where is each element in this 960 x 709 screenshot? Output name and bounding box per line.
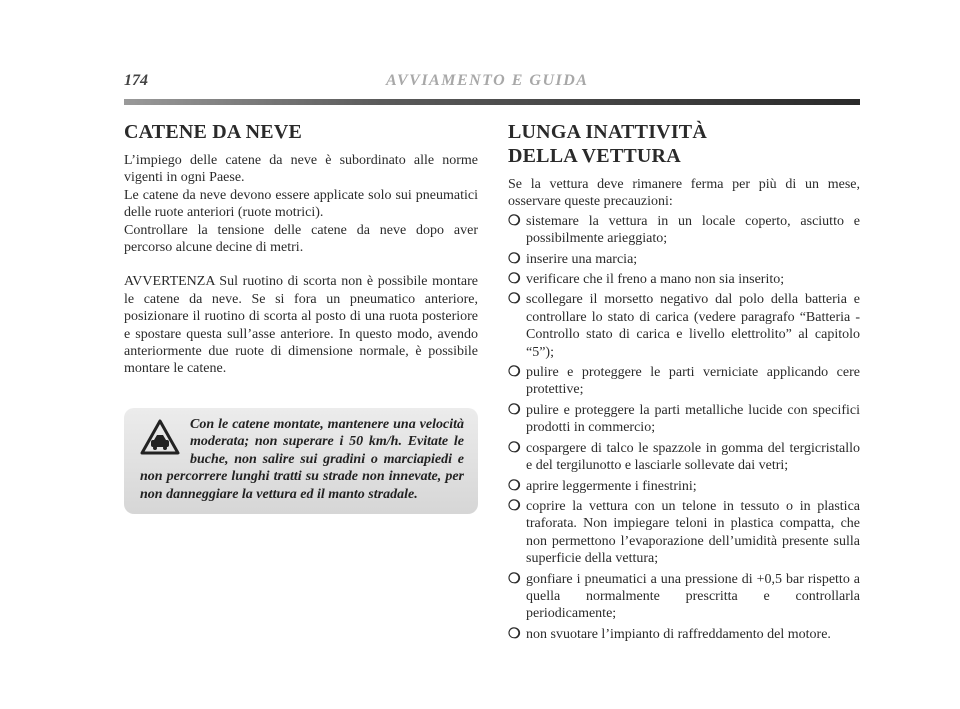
- paragraph-tension: Controllare la tensione delle catene da neve dopo aver percorso alcune decine di metri.: [124, 222, 478, 256]
- bullet-icon: ❍: [508, 440, 521, 456]
- bullet-icon: ❍: [508, 626, 521, 642]
- bullet-icon: ❍: [508, 292, 521, 308]
- inactivity-intro: Se la vettura deve rimanere ferma per più di un mese, osservare queste precauzioni:: [508, 177, 860, 210]
- list-item: [508, 271, 860, 288]
- snow-chains-heading: CATENE DA NEVE: [124, 121, 303, 143]
- list-item: [508, 251, 860, 268]
- list-item-text: non svuotare l’impianto di raffreddamento del motore.: [526, 626, 831, 642]
- bullet-icon: ❍: [508, 213, 521, 229]
- precautions-list: [508, 213, 860, 643]
- right-column: [508, 120, 860, 646]
- inactivity-heading: [508, 120, 860, 168]
- bullet-icon: ❍: [508, 478, 521, 494]
- list-item: [508, 571, 860, 623]
- list-item-text: gonfiare i pneumatici a una pressione di +0,5 bar rispetto a quella normalmente prescritta e controllarla periodicamente;: [526, 571, 860, 622]
- list-item-text: scollegare il morsetto negativo dal polo della batteria e controllare lo stato di carica (vedere paragrafo “Batteria - Controllo stato di carica e livello elettrolito” al capitolo “5”);: [526, 292, 860, 360]
- bullet-icon: ❍: [508, 571, 521, 587]
- warning-box: [124, 408, 478, 514]
- warning-triangle-icon: [140, 418, 180, 456]
- list-item: [508, 213, 860, 248]
- inactivity-heading-line2: DELLA VETTURA: [508, 145, 681, 167]
- list-item: [508, 291, 860, 361]
- paragraph-warning-spare: AVVERTENZA Sul ruotino di scorta non è possibile montare le catene da neve. Se si fora un pneumatico anteriore, posizionare il ruotino di scorta al posto di una ruota posteriore e spostare questa sull’asse anteriore. In questo modo, avendo anteriormente due ruote di dimensione normale, è possibile montare le catene.: [124, 274, 478, 377]
- bullet-icon: ❍: [508, 498, 521, 514]
- list-item-text: pulire e proteggere la parti metalliche lucide con specifici prodotti in commercio;: [526, 402, 860, 436]
- inactivity-heading-line1: LUNGA INATTIVITÀ: [508, 121, 707, 143]
- list-item-text: pulire e proteggere le parti verniciate applicando cere protettive;: [526, 365, 860, 398]
- warning-text: Con le catene montate, mantenere una velocità moderata; non superare i 50 km/h. Evitate le buche, non salire sui gradini o marciapiedi e non percorrere lunghi tratti su strade non innevate, per non danneggiare la vettura ed il manto stradale.: [140, 416, 464, 502]
- list-item-text: aprire leggermente i finestrini;: [526, 478, 697, 494]
- list-item: [508, 498, 860, 568]
- section-title: AVVIAMENTO E GUIDA: [386, 72, 589, 89]
- list-item-text: verificare che il freno a mano non sia inserito;: [526, 272, 785, 288]
- bullet-icon: ❍: [508, 272, 521, 288]
- list-item: [508, 626, 860, 643]
- page-header: [124, 68, 860, 108]
- paragraph-regulations: L’impiego delle catene da neve è subordinato alle norme vigenti in ogni Paese.: [124, 153, 478, 186]
- bullet-icon: ❍: [508, 402, 521, 418]
- bullet-icon: ❍: [508, 365, 521, 381]
- spacer: [124, 256, 478, 273]
- list-item-text: cospargere di talco le spazzole in gomma del tergicristallo e del tergilunotto e lasciarle sollevate dai vetri;: [526, 440, 860, 474]
- list-item: [508, 440, 860, 475]
- page-number: 174: [124, 72, 148, 89]
- list-item-text: coprire la vettura con un telone in tessuto o in plastica traforata. Non impiegare teloni in plastica compatta, che non permettono l’evaporazione dell’umidità presente sulla superficie della vettura;: [526, 498, 860, 567]
- paragraph-front-wheels: Le catene da neve devono essere applicate solo sui pneumatici delle ruote anteriori (ruote motrici).: [124, 187, 478, 221]
- list-item-text: inserire una marcia;: [526, 251, 638, 267]
- list-item: [508, 402, 860, 437]
- left-column: [124, 120, 478, 514]
- list-item-text: sistemare la vettura in un locale coperto, asciutto e possibilmente arieggiato;: [526, 213, 860, 247]
- list-item: [508, 478, 860, 495]
- header-rule: [124, 99, 860, 105]
- bullet-icon: ❍: [508, 251, 521, 267]
- list-item: [508, 364, 860, 399]
